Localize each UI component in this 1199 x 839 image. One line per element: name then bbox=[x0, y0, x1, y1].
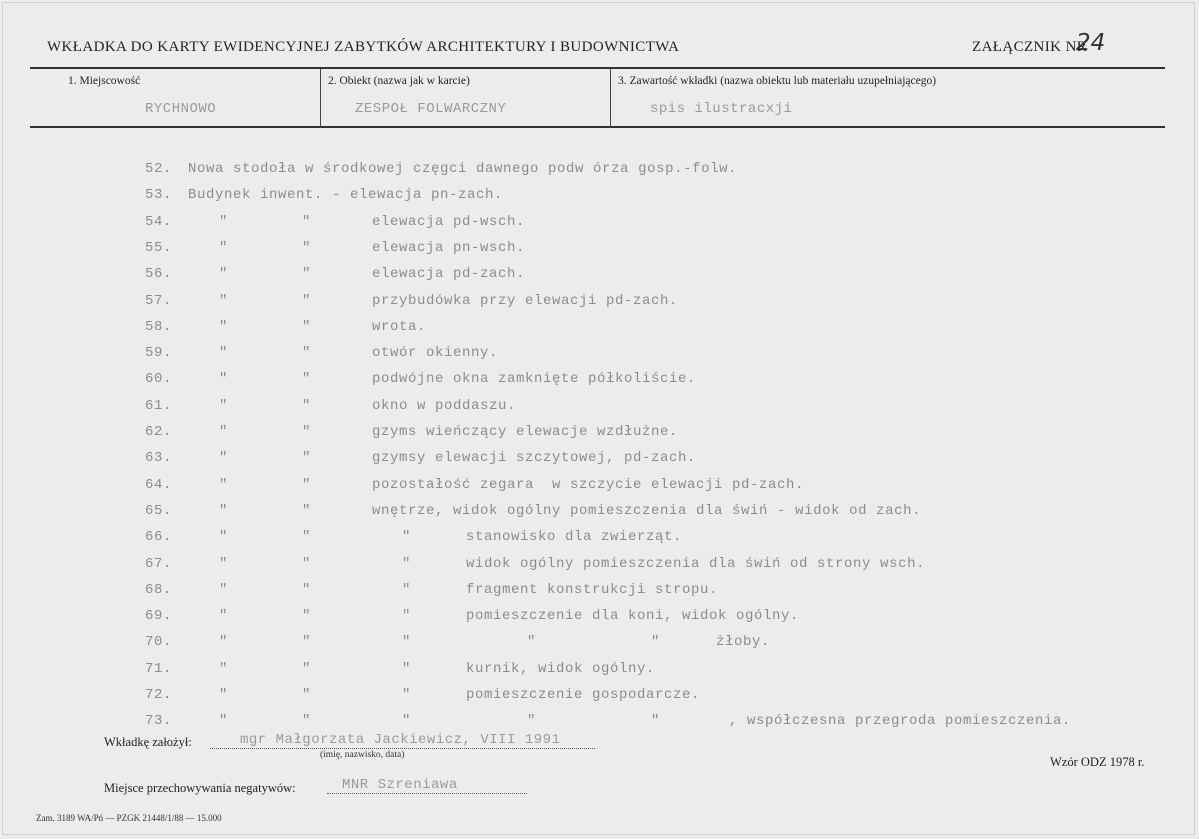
obiekt-value: ZESPOŁ FOLWARCZNY bbox=[355, 101, 507, 117]
item-description: fragment konstrukcji stropu. bbox=[466, 581, 719, 598]
ditto-mark: " bbox=[302, 318, 312, 335]
list-item bbox=[0, 345, 1199, 371]
list-item bbox=[0, 319, 1199, 345]
item-description: Budynek inwent. - elewacja pn-zach. bbox=[188, 187, 504, 204]
ditto-mark: " bbox=[219, 292, 229, 309]
ditto-mark: " bbox=[219, 502, 229, 519]
list-item bbox=[0, 371, 1199, 397]
negatywy-dotted-line bbox=[327, 793, 527, 794]
item-description: żłoby. bbox=[716, 634, 771, 651]
item-description: Nowa stodoła w środkowej częgci dawnego podw órza gosp.-folw. bbox=[188, 161, 738, 177]
ditto-mark: " bbox=[302, 213, 312, 230]
ditto-mark: " bbox=[527, 713, 537, 730]
zalozyl-hint: (imię, nazwisko, data) bbox=[320, 750, 405, 760]
negatywy-label: Miejsce przechowywania negatywów: bbox=[104, 781, 296, 795]
ditto-mark: " bbox=[651, 634, 661, 651]
item-description: elewacja pd-wsch. bbox=[372, 213, 526, 230]
list-item bbox=[0, 240, 1199, 266]
item-number: 57. bbox=[145, 292, 173, 309]
ditto-mark: " bbox=[651, 713, 661, 730]
item-number: 55. bbox=[145, 239, 173, 256]
item-description: kurnik, widok ogólny. bbox=[466, 660, 656, 677]
item-number: 61. bbox=[145, 397, 173, 414]
item-number: 71. bbox=[145, 660, 173, 677]
item-number: 67. bbox=[145, 555, 173, 572]
list-item bbox=[0, 529, 1199, 555]
item-description: wrota. bbox=[372, 318, 427, 335]
item-description: stanowisko dla zwierząt. bbox=[466, 529, 683, 546]
list-item bbox=[0, 293, 1199, 319]
ditto-mark: " bbox=[402, 660, 412, 677]
ditto-mark: " bbox=[219, 424, 229, 440]
ditto-mark: " bbox=[302, 476, 312, 493]
ditto-mark: " bbox=[302, 397, 312, 414]
item-number: 72. bbox=[145, 687, 173, 703]
ditto-mark: " bbox=[219, 660, 229, 677]
zalozyl-dotted-line bbox=[210, 748, 595, 749]
zalozyl-value: mgr Małgorzata Jackiewicz, VIII 1991 bbox=[240, 732, 561, 748]
ditto-mark: " bbox=[302, 660, 312, 677]
item-description: podwójne okna zamknięte półkoliście. bbox=[372, 371, 697, 388]
item-description: pomieszczenie gospodarcze. bbox=[466, 687, 701, 703]
ditto-mark: " bbox=[219, 581, 229, 598]
ditto-mark: " bbox=[402, 634, 412, 651]
ditto-mark: " bbox=[302, 581, 312, 598]
list-item bbox=[0, 450, 1199, 476]
ditto-mark: " bbox=[219, 239, 229, 256]
ditto-mark: " bbox=[402, 555, 412, 572]
ditto-mark: " bbox=[302, 371, 312, 388]
ditto-mark: " bbox=[219, 450, 229, 467]
ditto-mark: " bbox=[302, 529, 312, 546]
column-divider-1 bbox=[320, 69, 321, 128]
header-top-rule bbox=[30, 67, 1165, 69]
item-number: 54. bbox=[145, 213, 173, 230]
item-number: 60. bbox=[145, 371, 173, 388]
ditto-mark: " bbox=[219, 397, 229, 414]
list-item bbox=[0, 687, 1199, 713]
ditto-mark: " bbox=[219, 634, 229, 651]
wzor-label: Wzór ODZ 1978 r. bbox=[1050, 755, 1145, 769]
list-item bbox=[0, 608, 1199, 634]
item-number: 70. bbox=[145, 634, 173, 651]
ditto-mark: " bbox=[527, 634, 537, 651]
ditto-mark: " bbox=[219, 213, 229, 230]
item-number: 52. bbox=[145, 161, 173, 177]
zawartosc-label: 3. Zawartość wkładki (nazwa obiektu lub materiału uzupełniającego) bbox=[618, 75, 937, 87]
list-item bbox=[0, 161, 1199, 187]
ditto-mark: " bbox=[402, 713, 412, 730]
miejscowosc-label: 1. Miejscowość bbox=[68, 75, 141, 87]
form-title: WKŁADKA DO KARTY EWIDENCYJNEJ ZABYTKÓW ARCHITEKTURY I BUDOWNICTWA bbox=[47, 39, 680, 55]
column-divider-2 bbox=[610, 69, 611, 128]
list-item bbox=[0, 398, 1199, 424]
zalacznik-label: ZAŁĄCZNIK NR bbox=[972, 39, 1088, 55]
list-item bbox=[0, 661, 1199, 687]
ditto-mark: " bbox=[219, 555, 229, 572]
ditto-mark: " bbox=[302, 687, 312, 703]
list-item bbox=[0, 556, 1199, 582]
list-item bbox=[0, 214, 1199, 240]
item-description: przybudówka przy elewacji pd-zach. bbox=[372, 292, 679, 309]
item-number: 65. bbox=[145, 502, 173, 519]
list-item bbox=[0, 424, 1199, 450]
ditto-mark: " bbox=[402, 687, 412, 703]
list-item bbox=[0, 582, 1199, 608]
ditto-mark: " bbox=[302, 239, 312, 256]
ditto-mark: " bbox=[402, 608, 412, 625]
ditto-mark: " bbox=[302, 424, 312, 440]
ditto-mark: " bbox=[302, 450, 312, 467]
item-number: 58. bbox=[145, 318, 173, 335]
list-item bbox=[0, 634, 1199, 660]
list-item bbox=[0, 503, 1199, 529]
ditto-mark: " bbox=[402, 529, 412, 546]
obiekt-label: 2. Obiekt (nazwa jak w karcie) bbox=[328, 75, 470, 87]
ditto-mark: " bbox=[219, 476, 229, 493]
ditto-mark: " bbox=[302, 266, 312, 283]
item-number: 73. bbox=[145, 713, 173, 730]
ditto-mark: " bbox=[302, 502, 312, 519]
ditto-mark: " bbox=[302, 345, 312, 362]
miejscowosc-value: RYCHNOWO bbox=[145, 101, 217, 117]
item-number: 68. bbox=[145, 581, 173, 598]
ditto-mark: " bbox=[302, 292, 312, 309]
ditto-mark: " bbox=[302, 634, 312, 651]
item-description: wnętrze, widok ogólny pomieszczenia dla świń - widok od zach. bbox=[372, 502, 922, 519]
ditto-mark: " bbox=[302, 555, 312, 572]
list-item bbox=[0, 187, 1199, 213]
item-number: 69. bbox=[145, 608, 173, 625]
item-number: 59. bbox=[145, 345, 173, 362]
item-description: okno w poddaszu. bbox=[372, 397, 517, 414]
zawartosc-value: spis ilustracxji bbox=[650, 101, 793, 117]
item-number: 56. bbox=[145, 266, 173, 283]
ditto-mark: " bbox=[219, 713, 229, 730]
item-number: 66. bbox=[145, 529, 173, 546]
item-number: 53. bbox=[145, 187, 173, 204]
list-item bbox=[0, 477, 1199, 503]
print-info: Zam. 3189 WA/Pń — PZGK 21448/1/88 — 15.000 bbox=[36, 813, 222, 823]
zalozyl-label: Wkładkę założył: bbox=[104, 735, 192, 749]
item-description: pomieszczenie dla koni, widok ogólny. bbox=[466, 608, 800, 625]
ditto-mark: " bbox=[402, 581, 412, 598]
ditto-mark: " bbox=[219, 318, 229, 335]
ditto-mark: " bbox=[219, 371, 229, 388]
ditto-mark: " bbox=[219, 687, 229, 703]
item-number: 63. bbox=[145, 450, 173, 467]
item-description: gzymsy elewacji szczytowej, pd-zach. bbox=[372, 450, 697, 467]
item-description: elewacja pn-wsch. bbox=[372, 239, 526, 256]
item-description: gzyms wieńczący elewacje wzdłużne. bbox=[372, 424, 679, 440]
zalacznik-number: 24 bbox=[1076, 30, 1106, 56]
ditto-mark: " bbox=[302, 713, 312, 730]
negatywy-value: MNR Szreniawa bbox=[342, 777, 458, 793]
item-description: , współczesna przegroda pomieszczenia. bbox=[729, 713, 1072, 730]
ditto-mark: " bbox=[219, 345, 229, 362]
item-number: 64. bbox=[145, 476, 173, 493]
ditto-mark: " bbox=[302, 608, 312, 625]
ditto-mark: " bbox=[219, 266, 229, 283]
list-item bbox=[0, 266, 1199, 292]
ditto-mark: " bbox=[219, 529, 229, 546]
item-description: widok ogólny pomieszczenia dla świń od strony wsch. bbox=[466, 555, 926, 572]
item-description: pozostałość zegara w szczycie elewacji pd-zach. bbox=[372, 476, 805, 493]
item-description: otwór okienny. bbox=[372, 345, 499, 362]
header-bottom-rule bbox=[30, 126, 1165, 128]
item-number: 62. bbox=[145, 424, 173, 440]
ditto-mark: " bbox=[219, 608, 229, 625]
item-description: elewacja pd-zach. bbox=[372, 266, 526, 283]
